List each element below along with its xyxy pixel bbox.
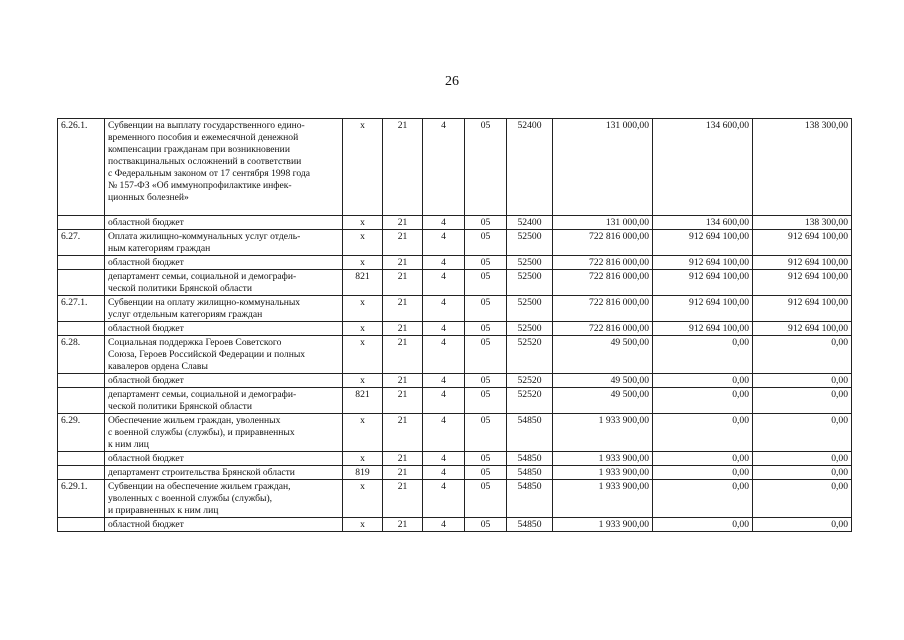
table-row	[58, 466, 852, 480]
code-admin-cell: x	[343, 452, 383, 466]
table-body	[58, 119, 852, 532]
code-admin-cell: x	[343, 518, 383, 532]
row-name-cell: департамент строительства Брянской области	[105, 466, 343, 480]
row-number-cell: 6.26.1.	[58, 119, 105, 216]
code-subsection-cell: 4	[423, 388, 465, 414]
code-subsection-cell: 4	[423, 270, 465, 296]
row-number-cell	[58, 270, 105, 296]
row-name-cell: областной бюджет	[105, 216, 343, 230]
amount-year3-cell: 912 694 100,00	[753, 322, 852, 336]
code-target-cell: 52400	[507, 119, 553, 216]
code-subsection-cell: 4	[423, 452, 465, 466]
amount-year3-cell: 912 694 100,00	[753, 256, 852, 270]
amount-year1-cell: 131 000,00	[553, 119, 653, 216]
row-number-cell: 6.29.	[58, 414, 105, 452]
code-item-cell: 05	[465, 466, 507, 480]
code-subsection-cell: 4	[423, 119, 465, 216]
code-admin-cell: x	[343, 230, 383, 256]
row-number-cell	[58, 322, 105, 336]
amount-year3-cell: 0,00	[753, 480, 852, 518]
code-section-cell: 21	[383, 374, 423, 388]
code-target-cell: 52520	[507, 388, 553, 414]
code-section-cell: 21	[383, 466, 423, 480]
table-row	[58, 119, 852, 216]
amount-year1-cell: 1 933 900,00	[553, 452, 653, 466]
row-name-cell: Оплата жилищно-коммунальных услуг отдель- ным категориям граждан	[105, 230, 343, 256]
code-target-cell: 52500	[507, 230, 553, 256]
code-item-cell: 05	[465, 414, 507, 452]
row-name-cell: Субвенции на обеспечение жильем граждан, уволенных с военной службы (службы), и приравненных к ним лиц	[105, 480, 343, 518]
row-name-cell: Субвенции на оплату жилищно-коммунальных услуг отдельным категориям граждан	[105, 296, 343, 322]
table-row	[58, 336, 852, 374]
amount-year2-cell: 0,00	[653, 452, 753, 466]
row-number-cell	[58, 216, 105, 230]
row-number-cell	[58, 388, 105, 414]
code-subsection-cell: 4	[423, 480, 465, 518]
table-row	[58, 518, 852, 532]
code-subsection-cell: 4	[423, 374, 465, 388]
code-target-cell: 52500	[507, 322, 553, 336]
code-item-cell: 05	[465, 452, 507, 466]
row-name-cell: Обеспечение жильем граждан, уволенных с военной службы (службы), и приравненных к ним лиц	[105, 414, 343, 452]
amount-year1-cell: 1 933 900,00	[553, 480, 653, 518]
code-subsection-cell: 4	[423, 518, 465, 532]
code-target-cell: 52500	[507, 256, 553, 270]
table-row	[58, 388, 852, 414]
amount-year3-cell: 0,00	[753, 466, 852, 480]
row-number-cell: 6.29.1.	[58, 480, 105, 518]
amount-year2-cell: 0,00	[653, 466, 753, 480]
amount-year2-cell: 912 694 100,00	[653, 322, 753, 336]
code-subsection-cell: 4	[423, 336, 465, 374]
code-target-cell: 54850	[507, 480, 553, 518]
table-row	[58, 452, 852, 466]
amount-year3-cell: 138 300,00	[753, 216, 852, 230]
amount-year2-cell: 912 694 100,00	[653, 296, 753, 322]
amount-year1-cell: 49 500,00	[553, 374, 653, 388]
amount-year2-cell: 0,00	[653, 388, 753, 414]
amount-year3-cell: 0,00	[753, 336, 852, 374]
code-admin-cell: x	[343, 322, 383, 336]
row-name-cell: областной бюджет	[105, 374, 343, 388]
row-number-cell: 6.27.	[58, 230, 105, 256]
code-admin-cell: x	[343, 336, 383, 374]
code-item-cell: 05	[465, 480, 507, 518]
code-section-cell: 21	[383, 270, 423, 296]
code-subsection-cell: 4	[423, 466, 465, 480]
amount-year1-cell: 722 816 000,00	[553, 296, 653, 322]
amount-year2-cell: 134 600,00	[653, 119, 753, 216]
row-name-cell: областной бюджет	[105, 322, 343, 336]
code-section-cell: 21	[383, 230, 423, 256]
code-section-cell: 21	[383, 518, 423, 532]
amount-year2-cell: 0,00	[653, 336, 753, 374]
amount-year3-cell: 138 300,00	[753, 119, 852, 216]
code-subsection-cell: 4	[423, 256, 465, 270]
code-section-cell: 21	[383, 388, 423, 414]
amount-year1-cell: 49 500,00	[553, 336, 653, 374]
row-number-cell	[58, 256, 105, 270]
page-number: 26	[445, 74, 459, 89]
code-item-cell: 05	[465, 374, 507, 388]
table-row	[58, 414, 852, 452]
code-admin-cell: 819	[343, 466, 383, 480]
amount-year1-cell: 1 933 900,00	[553, 414, 653, 452]
code-subsection-cell: 4	[423, 216, 465, 230]
amount-year2-cell: 0,00	[653, 518, 753, 532]
code-item-cell: 05	[465, 256, 507, 270]
code-target-cell: 54850	[507, 518, 553, 532]
code-subsection-cell: 4	[423, 296, 465, 322]
amount-year2-cell: 0,00	[653, 374, 753, 388]
code-target-cell: 52520	[507, 336, 553, 374]
code-subsection-cell: 4	[423, 322, 465, 336]
code-section-cell: 21	[383, 336, 423, 374]
code-item-cell: 05	[465, 518, 507, 532]
code-admin-cell: x	[343, 119, 383, 216]
code-admin-cell: x	[343, 374, 383, 388]
row-number-cell	[58, 518, 105, 532]
code-admin-cell: x	[343, 414, 383, 452]
amount-year1-cell: 722 816 000,00	[553, 270, 653, 296]
code-subsection-cell: 4	[423, 414, 465, 452]
code-item-cell: 05	[465, 216, 507, 230]
code-item-cell: 05	[465, 388, 507, 414]
row-name-cell: областной бюджет	[105, 452, 343, 466]
code-section-cell: 21	[383, 452, 423, 466]
row-number-cell	[58, 452, 105, 466]
amount-year1-cell: 1 933 900,00	[553, 518, 653, 532]
amount-year1-cell: 722 816 000,00	[553, 322, 653, 336]
code-admin-cell: 821	[343, 388, 383, 414]
code-admin-cell: x	[343, 480, 383, 518]
amount-year2-cell: 912 694 100,00	[653, 270, 753, 296]
code-item-cell: 05	[465, 336, 507, 374]
code-item-cell: 05	[465, 230, 507, 256]
code-section-cell: 21	[383, 480, 423, 518]
code-target-cell: 52500	[507, 270, 553, 296]
amount-year2-cell: 912 694 100,00	[653, 256, 753, 270]
amount-year1-cell: 49 500,00	[553, 388, 653, 414]
code-item-cell: 05	[465, 322, 507, 336]
code-target-cell: 52500	[507, 296, 553, 322]
table-row	[58, 374, 852, 388]
row-name-cell: областной бюджет	[105, 256, 343, 270]
code-admin-cell: 821	[343, 270, 383, 296]
amount-year1-cell: 722 816 000,00	[553, 256, 653, 270]
code-target-cell: 52400	[507, 216, 553, 230]
code-admin-cell: x	[343, 256, 383, 270]
code-section-cell: 21	[383, 119, 423, 216]
code-section-cell: 21	[383, 296, 423, 322]
amount-year3-cell: 0,00	[753, 414, 852, 452]
code-target-cell: 54850	[507, 466, 553, 480]
amount-year3-cell: 912 694 100,00	[753, 230, 852, 256]
code-item-cell: 05	[465, 296, 507, 322]
table-row	[58, 322, 852, 336]
row-name-cell: областной бюджет	[105, 518, 343, 532]
amount-year3-cell: 912 694 100,00	[753, 296, 852, 322]
row-number-cell	[58, 374, 105, 388]
row-number-cell	[58, 466, 105, 480]
table-row	[58, 216, 852, 230]
amount-year3-cell: 912 694 100,00	[753, 270, 852, 296]
amount-year3-cell: 0,00	[753, 374, 852, 388]
amount-year3-cell: 0,00	[753, 452, 852, 466]
amount-year2-cell: 912 694 100,00	[653, 230, 753, 256]
code-admin-cell: x	[343, 216, 383, 230]
amount-year2-cell: 134 600,00	[653, 216, 753, 230]
row-number-cell: 6.27.1.	[58, 296, 105, 322]
amount-year2-cell: 0,00	[653, 414, 753, 452]
amount-year3-cell: 0,00	[753, 518, 852, 532]
row-name-cell: Социальная поддержка Героев Советского Союза, Героев Российской Федерации и полных кавалеров ордена Славы	[105, 336, 343, 374]
table-row	[58, 296, 852, 322]
code-section-cell: 21	[383, 256, 423, 270]
code-target-cell: 54850	[507, 414, 553, 452]
amount-year1-cell: 722 816 000,00	[553, 230, 653, 256]
code-section-cell: 21	[383, 414, 423, 452]
code-subsection-cell: 4	[423, 230, 465, 256]
amount-year2-cell: 0,00	[653, 480, 753, 518]
code-target-cell: 52520	[507, 374, 553, 388]
code-section-cell: 21	[383, 322, 423, 336]
table-row	[58, 230, 852, 256]
amount-year3-cell: 0,00	[753, 388, 852, 414]
table-row	[58, 256, 852, 270]
row-name-cell: департамент семьи, социальной и демографи- ческой политики Брянской области	[105, 388, 343, 414]
code-target-cell: 54850	[507, 452, 553, 466]
amount-year1-cell: 1 933 900,00	[553, 466, 653, 480]
row-name-cell: департамент семьи, социальной и демографи- ческой политики Брянской области	[105, 270, 343, 296]
code-admin-cell: x	[343, 296, 383, 322]
code-item-cell: 05	[465, 119, 507, 216]
budget-table	[57, 118, 852, 532]
row-name-cell: Субвенции на выплату государственного едино- временного пособия и ежемесячной денежной компенсации гражданам при возникновении поствакцинальных осложнений в соответствии с Федеральным законом от 17 сентября 1998 года № 157-ФЗ «Об иммунопрофилактике инфек- ционных болезней»	[105, 119, 343, 216]
row-number-cell: 6.28.	[58, 336, 105, 374]
table-row	[58, 270, 852, 296]
code-item-cell: 05	[465, 270, 507, 296]
amount-year1-cell: 131 000,00	[553, 216, 653, 230]
table-row	[58, 480, 852, 518]
code-section-cell: 21	[383, 216, 423, 230]
